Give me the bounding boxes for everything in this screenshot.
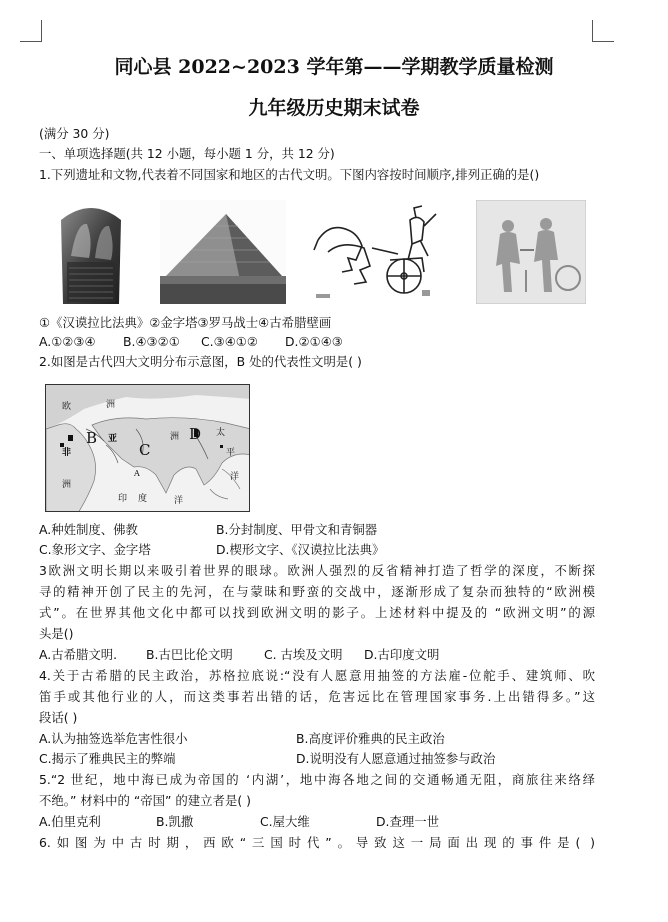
q5-option-a[interactable]: A.伯里克利 [39,814,101,829]
map-label-c: C [139,441,151,459]
map-label-indian-3: 洋 [174,496,184,506]
map-label-asia-1: 亚 [108,434,118,444]
q3-line-4: 头是() [39,626,74,641]
score-note: (满分 30 分) [39,126,110,141]
map-label-indian-1: 印 [118,494,128,504]
map-label-asia-2: 洲 [170,432,180,442]
q5-option-d[interactable]: D.查理一世 [376,814,440,829]
q2-option-c[interactable]: C.象形文字、金字塔 [39,542,151,557]
hammurabi-code-stele-image [57,200,125,304]
map-label-africa-2: 洲 [62,480,72,490]
q3-line-2: 寻的精神开创了民主的先河，在与蒙昧和野蛮的交战中，逐渐形成了复杂而独特的“欧洲模 [39,584,595,599]
q2-stem: 2.如图是古代四大文明分布示意图，B 处的代表性文明是( ) [39,354,362,369]
map-label-europe-2: 洲 [106,400,116,410]
q4-line-2: 笛手或其他行业的人，而这类事若出错的话，危害远比在管理国家事务.上出错得多。”这 [39,689,595,704]
q1-option-c[interactable]: C.③④①② [201,334,259,349]
q3-line-1: 3欧洲文明长期以来吸引着世界的眼球。欧洲人强烈的反省精神打造了哲学的深度，不断探 [39,563,595,578]
map-label-africa-1: 非 [62,448,72,458]
q3-option-a[interactable]: A.古希腊文明. [39,647,118,662]
map-label-a: A [134,469,140,478]
q5-option-c[interactable]: C.屋大维 [260,814,310,829]
q2-option-a[interactable]: A.种姓制度、佛教 [39,522,138,537]
map-label-indian-2: 度 [138,494,148,504]
q4-line-3: 段话( ) [39,710,78,725]
map-label-pacific-3: 洋 [230,472,240,482]
four-civilizations-map [45,384,250,512]
q1-option-b[interactable]: B.④③②① [123,334,180,349]
exam-subtitle: 九年级历史期末试卷 [248,97,420,119]
q4-option-a[interactable]: A.认为抽签选举危害性很小 [39,731,188,746]
q5-line-2: 不绝。” 材料中的 “帝国” 的建立者是( ) [39,793,251,808]
exam-title: 同心县 2022~2023 学年第——学期教学质量检测 [114,56,554,78]
q3-option-c[interactable]: C. 古埃及文明 [264,647,343,662]
q2-option-d[interactable]: D.楔形文字、《汉谟拉比法典》 [216,542,385,557]
q5-line-1: 5.“2 世纪，地中海已成为帝国的 ‘内湖’，地中海各地之间的交通畅通无阻，商旅往来络绎 [39,772,595,787]
q1-option-d[interactable]: D.②①④③ [285,334,343,349]
section-heading: 一、单项选择题(共 12 小题，每小题 1 分，共 12 分) [39,146,335,161]
q1-option-a[interactable]: A.①②③④ [39,334,96,349]
q3-line-3: 式”。在世界其他文化中都可以找到欧洲文明的影子。上述材料中提及的 “欧洲文明”的源 [39,605,595,620]
pyramid-image [160,200,286,304]
q4-option-b[interactable]: B.高度评价雅典的民主政治 [296,731,445,746]
greek-mural-image [476,200,586,304]
q2-option-b[interactable]: B.分封制度、甲骨文和青铜器 [216,522,378,537]
q1-stem: 1.下列遗址和文物,代表着不同国家和地区的古代文明。下图内容按时间顺序,排列正确的是() [39,167,540,182]
q3-option-d[interactable]: D.古印度文明 [364,647,440,662]
q3-option-b[interactable]: B.古巴比伦文明 [146,647,233,662]
map-label-pacific-1: 太 [216,428,226,438]
q1-image-captions: ①《汉谟拉比法典》②金字塔③罗马战士④古希腊壁画 [39,315,332,330]
roman-warrior-chariot-image [312,200,438,304]
crop-mark-top-right [592,20,614,42]
crop-mark-top-left [20,20,42,42]
map-label-europe-1: 欧 [62,402,72,412]
map-label-b: B [86,429,98,447]
map-label-d: D [189,425,202,443]
q4-option-c[interactable]: C.揭示了雅典民主的弊端 [39,751,176,766]
map-label-pacific-2: 平 [226,448,236,458]
q4-option-d[interactable]: D.说明没有人愿意通过抽签参与政治 [296,751,496,766]
q5-option-b[interactable]: B.凯撒 [156,814,194,829]
q4-line-1: 4.关于古希腊的民主政治，苏格拉底说:“没有人愿意用抽签的方法雇-位舵手、建筑师、吹 [39,668,595,683]
q6-stem: 6.如图为中古时期，西欧“三国时代”。导致这一局面出现的事件是( ) [39,835,595,850]
